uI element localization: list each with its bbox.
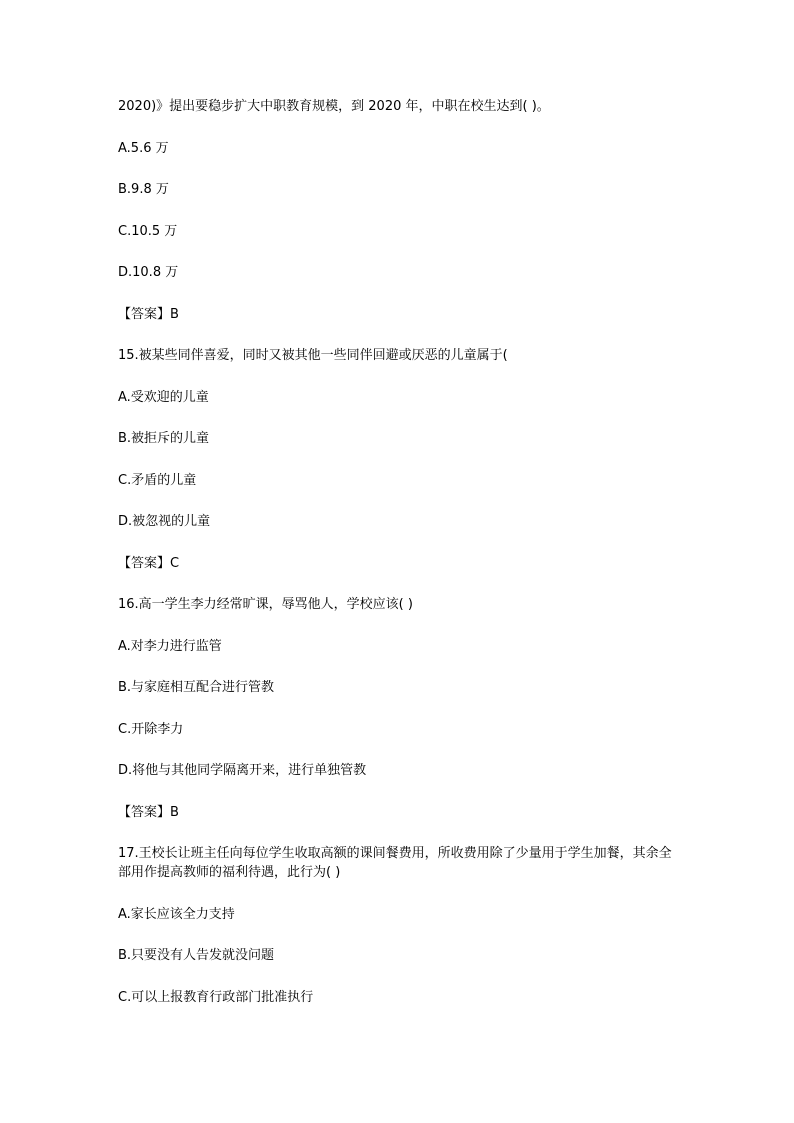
option-b: B.与家庭相互配合进行管教 — [118, 680, 275, 695]
option-c: C.可以上报教育行政部门批准执行 — [118, 989, 314, 1005]
answer: 【答案】B — [118, 306, 179, 322]
question-14-stem-end: 2020)》提出要稳步扩大中职教育规模，到 2020 年，中职在校生达到( )。 — [118, 99, 550, 114]
question-16: 16.高一学生李力经常旷课，辱骂他人，学校应该( ) — [118, 597, 413, 612]
option-b: B.只要没有人告发就没问题 — [118, 948, 275, 963]
option-d: D.被忽视的儿童 — [118, 514, 211, 529]
document-body — [118, 97, 678, 1029]
question-15: 15.被某些同伴喜爱，同时又被其他一些同伴回避或厌恶的儿童属于( — [118, 348, 508, 363]
option-a: A.5.6 万 — [118, 140, 169, 156]
option-b: B.被拒斥的儿童 — [118, 431, 210, 446]
option-d: D.10.8 万 — [118, 265, 179, 280]
option-a: A.受欢迎的儿童 — [118, 389, 209, 405]
option-c: C.矛盾的儿童 — [118, 472, 197, 488]
option-c: C.开除李力 — [118, 721, 184, 737]
answer: 【答案】B — [118, 804, 179, 820]
option-d: D.将他与其他同学隔离开来，进行单独管教 — [118, 763, 367, 778]
option-b: B.9.8 万 — [118, 182, 169, 197]
option-a: A.家长应该全力支持 — [118, 906, 235, 922]
option-a: A.对李力进行监管 — [118, 638, 222, 654]
answer: 【答案】C — [118, 555, 180, 571]
option-c: C.10.5 万 — [118, 223, 178, 239]
question-17: 17.王校长让班主任向每位学生收取高额的课间餐费用，所收费用除了少量用于学生加餐，其余全部用作提高教师的福利待遇，此行为( ) — [118, 846, 672, 880]
